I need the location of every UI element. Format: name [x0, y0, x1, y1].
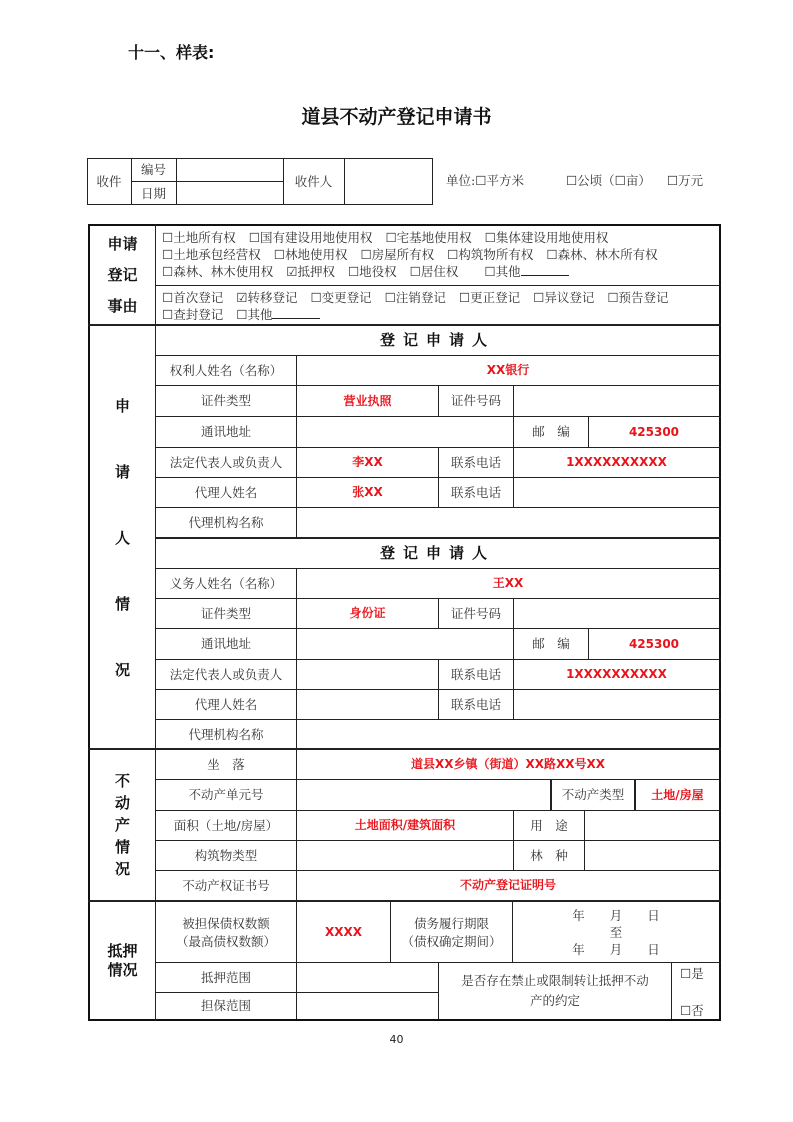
rightholder-phone-field[interactable]: 1XXXXXXXXXX	[566, 455, 667, 469]
receipt-number-field[interactable]	[177, 158, 283, 181]
rightholder-id-no-field[interactable]	[514, 386, 719, 416]
use-label: 用 途	[530, 817, 568, 833]
rightholder-name-field[interactable]: XX银行	[486, 363, 530, 377]
option-collective-construction-land[interactable]: ☐集体建设用地使用权	[484, 230, 609, 245]
option-mortgage-right[interactable]: ☑抵押权	[286, 264, 335, 279]
checkbox-icon[interactable]: ☐	[360, 247, 372, 262]
mortgage-scope-field[interactable]	[297, 963, 438, 992]
obligor-agency-field[interactable]	[297, 720, 719, 749]
option-house-ownership[interactable]: ☐房屋所有权	[360, 247, 435, 262]
debt-term-field[interactable]: 年 月 日 至 年 月 日	[572, 908, 660, 957]
rightholder-id-type-label: 证件类型	[200, 393, 251, 409]
rightholder-legal-rep-field[interactable]: 李XX	[352, 455, 383, 469]
obligor-name-field[interactable]: 王XX	[492, 576, 524, 590]
obligor-id-no-field[interactable]	[514, 599, 719, 628]
checkbox-icon[interactable]: ☐	[409, 264, 421, 279]
secured-amount-label: 被担保债权数额 （最高债权数额）	[175, 915, 276, 949]
checkbox-icon[interactable]: ☐	[484, 264, 496, 279]
obligor-agent-field[interactable]	[297, 690, 438, 719]
option-transfer-registration[interactable]: ☑转移登记	[236, 290, 298, 305]
location-label: 坐 落	[207, 756, 245, 772]
obligor-postcode-label: 邮 编	[532, 636, 570, 652]
structure-type-field[interactable]	[297, 841, 513, 870]
obligor-address-label: 通讯地址	[200, 636, 251, 652]
option-land-contract[interactable]: ☐土地承包经营权	[162, 247, 261, 262]
checkbox-icon[interactable]: ☐	[162, 247, 174, 262]
obligor-address-field[interactable]	[297, 629, 513, 659]
obligor-id-type-label: 证件类型	[200, 605, 251, 621]
checkbox-icon[interactable]: ☐	[484, 230, 496, 245]
option-change-registration[interactable]: ☐变更登记	[310, 290, 372, 305]
option-easement[interactable]: ☐地役权	[347, 264, 397, 279]
option-forest-land-use[interactable]: ☐林地使用权	[273, 247, 348, 262]
certificate-number-label: 不动产权证书号	[182, 877, 270, 893]
restriction-no-option[interactable]: ☐否	[680, 1003, 704, 1018]
secured-amount-field[interactable]: XXXX	[324, 925, 362, 939]
checked-checkbox-icon[interactable]: ☑	[236, 290, 248, 305]
option-cancel-registration[interactable]: ☐注销登记	[384, 290, 446, 305]
property-section-label: 不 动 产 情 况	[114, 772, 130, 878]
checkbox-icon[interactable]: ☐	[162, 230, 174, 245]
other-blank-field[interactable]	[272, 306, 320, 319]
mortgage-scope-label: 抵押范围	[200, 969, 251, 985]
option-first-registration[interactable]: ☐首次登记	[162, 290, 224, 305]
rightholder-address-label: 通讯地址	[200, 424, 251, 440]
receipt-label: 收件	[96, 173, 122, 189]
rightholder-agency-label: 代理机构名称	[188, 515, 264, 531]
rights-line-1	[162, 229, 658, 246]
option-land-ownership[interactable]: ☐土地所有权	[162, 230, 236, 245]
receipt-date-label: 日期	[140, 185, 166, 201]
checkbox-icon[interactable]: ☐	[680, 966, 692, 981]
units-selector	[446, 171, 723, 189]
rightholder-postcode-label: 邮 编	[532, 424, 570, 440]
receiver-field[interactable]	[345, 158, 433, 205]
rightholder-agent-phone-label: 联系电话	[450, 484, 501, 500]
option-rights-other[interactable]: ☐其他	[484, 264, 568, 279]
rights-line-2	[162, 246, 658, 263]
unit-option-hectare[interactable]: ☐公顷（☐亩）	[565, 173, 651, 188]
structure-type-label: 构筑物类型	[194, 847, 258, 863]
obligor-agent-phone-label: 联系电话	[450, 696, 501, 712]
rightholder-postcode-field[interactable]: 425300	[628, 424, 680, 439]
obligor-id-no-label: 证件号码	[450, 605, 501, 621]
checkbox-icon[interactable]: ☐	[162, 264, 174, 279]
checkbox-icon[interactable]: ☐	[236, 307, 248, 322]
checkbox-icon[interactable]: ☐	[680, 1003, 692, 1018]
checkbox-icon[interactable]: ☐	[162, 307, 174, 322]
units-label: 单位:	[446, 173, 476, 188]
receipt-number-label: 编号	[140, 161, 166, 177]
registration-line-1	[162, 289, 669, 306]
rightholder-phone-label: 联系电话	[450, 454, 501, 470]
registration-type-options	[162, 289, 669, 323]
unit-number-label: 不动产单元号	[188, 787, 264, 803]
checkbox-icon[interactable]: ☐	[310, 290, 322, 305]
restriction-yes-option[interactable]: ☐是	[680, 966, 704, 981]
rightholder-header: 登记申请人	[379, 331, 495, 350]
applicant-section-label: 申 请 人 情 况	[114, 396, 130, 679]
obligor-id-type-field[interactable]: 身份证	[349, 606, 386, 620]
checkbox-icon[interactable]: ☐	[385, 230, 397, 245]
rights-options	[162, 229, 658, 280]
rightholder-agent-phone-field[interactable]	[514, 478, 719, 507]
registration-line-2	[162, 306, 669, 323]
option-forest-ownership[interactable]: ☐森林、林木所有权	[546, 247, 658, 262]
obligor-name-label: 义务人姓名（名称）	[169, 575, 283, 591]
page-number: 40	[389, 1033, 404, 1046]
checkbox-icon[interactable]: ☐	[347, 264, 360, 279]
rightholder-id-type-field[interactable]: 营业执照	[343, 393, 392, 408]
checkbox-icon[interactable]: ☐	[248, 230, 260, 245]
guarantee-scope-field[interactable]	[297, 993, 438, 1019]
option-registration-other[interactable]: ☐其他	[236, 307, 320, 322]
obligor-agency-label: 代理机构名称	[188, 726, 264, 742]
receipt-date-field[interactable]	[177, 182, 283, 205]
guarantee-scope-label: 担保范围	[200, 998, 251, 1014]
checkbox-icon[interactable]: ☐	[475, 173, 487, 188]
checkbox-icon[interactable]: ☐	[666, 173, 679, 188]
option-advance-registration[interactable]: ☐预告登记	[607, 290, 669, 305]
checkbox-icon[interactable]: ☐	[273, 247, 285, 262]
use-field[interactable]	[585, 811, 719, 840]
receiver-label: 收件人	[294, 173, 333, 189]
area-field[interactable]: 土地面积/建筑面积	[354, 818, 456, 832]
other-blank-field[interactable]	[521, 263, 569, 276]
rights-line-3	[162, 263, 658, 280]
option-state-construction-land[interactable]: ☐国有建设用地使用权	[248, 230, 373, 245]
obligor-legal-rep-label: 法定代表人或负责人	[169, 666, 283, 682]
obligor-postcode-field[interactable]: 425300	[628, 636, 680, 651]
rightholder-agent-label: 代理人姓名	[194, 484, 258, 500]
rightholder-name-label: 权利人姓名（名称）	[169, 362, 283, 378]
checkbox-icon[interactable]: ☐	[546, 247, 558, 262]
obligor-legal-rep-field[interactable]	[297, 660, 438, 689]
rightholder-legal-rep-label: 法定代表人或负责人	[169, 454, 283, 470]
rightholder-agent-field[interactable]: 张XX	[352, 485, 383, 499]
option-forest-use[interactable]: ☐森林、林木使用权	[162, 264, 274, 279]
certificate-number-field[interactable]: 不动产登记证明号	[459, 878, 556, 892]
obligor-agent-label: 代理人姓名	[194, 696, 258, 712]
document-title: 道县不动产登记申请书	[301, 106, 492, 128]
obligor-header: 登记申请人	[379, 544, 495, 563]
transfer-restriction-label: 是否存在禁止或限制转让抵押不动 产的约定	[461, 973, 649, 1008]
tree-species-label: 林 种	[530, 847, 568, 863]
property-type-field[interactable]: 土地/房屋	[651, 787, 704, 802]
checkbox-icon[interactable]: ☐	[458, 290, 471, 305]
reason-label: 申请 登记 事由	[107, 235, 138, 315]
checked-checkbox-icon[interactable]: ☑	[286, 264, 298, 279]
option-objection-registration[interactable]: ☐异议登记	[533, 290, 595, 305]
tree-species-field[interactable]	[585, 841, 719, 870]
obligor-phone-field[interactable]: 1XXXXXXXXXX	[566, 667, 667, 681]
option-residence-right[interactable]: ☐居住权	[409, 264, 459, 279]
checkbox-icon[interactable]: ☐	[162, 290, 174, 305]
obligor-phone-label: 联系电话	[450, 666, 501, 682]
unit-number-field[interactable]	[297, 780, 550, 810]
rightholder-id-no-label: 证件号码	[450, 393, 501, 409]
option-structure-ownership[interactable]: ☐构筑物所有权	[447, 247, 534, 262]
rightholder-agency-field[interactable]	[297, 508, 719, 538]
section-heading: 十一、样表:	[128, 43, 215, 62]
property-type-label: 不动产类型	[561, 787, 625, 803]
area-label: 面积（土地/房屋）	[173, 817, 279, 833]
option-correction-registration[interactable]: ☐更正登记	[458, 290, 521, 305]
option-homestead[interactable]: ☐宅基地使用权	[385, 230, 472, 245]
checkbox-icon[interactable]: ☐	[384, 290, 396, 305]
obligor-agent-phone-field[interactable]	[514, 690, 719, 719]
unit-option-ten-thousand-yuan[interactable]: ☐万元	[666, 173, 704, 188]
checkbox-icon[interactable]: ☐	[533, 290, 545, 305]
checkbox-icon[interactable]: ☐	[607, 290, 619, 305]
location-field[interactable]: 道县XX乡镇（街道）XX路XX号XX	[410, 757, 606, 771]
checkbox-icon[interactable]: ☐	[565, 173, 578, 188]
option-seizure-registration[interactable]: ☐查封登记	[162, 307, 224, 322]
mortgage-section-label: 抵押 情况	[107, 941, 138, 979]
unit-option-square-meter[interactable]: ☐平方米	[475, 173, 524, 188]
debt-term-label: 债务履行期限 （债权确定期间）	[401, 915, 502, 949]
checkbox-icon[interactable]: ☐	[447, 247, 459, 262]
rightholder-address-field[interactable]	[297, 417, 513, 447]
